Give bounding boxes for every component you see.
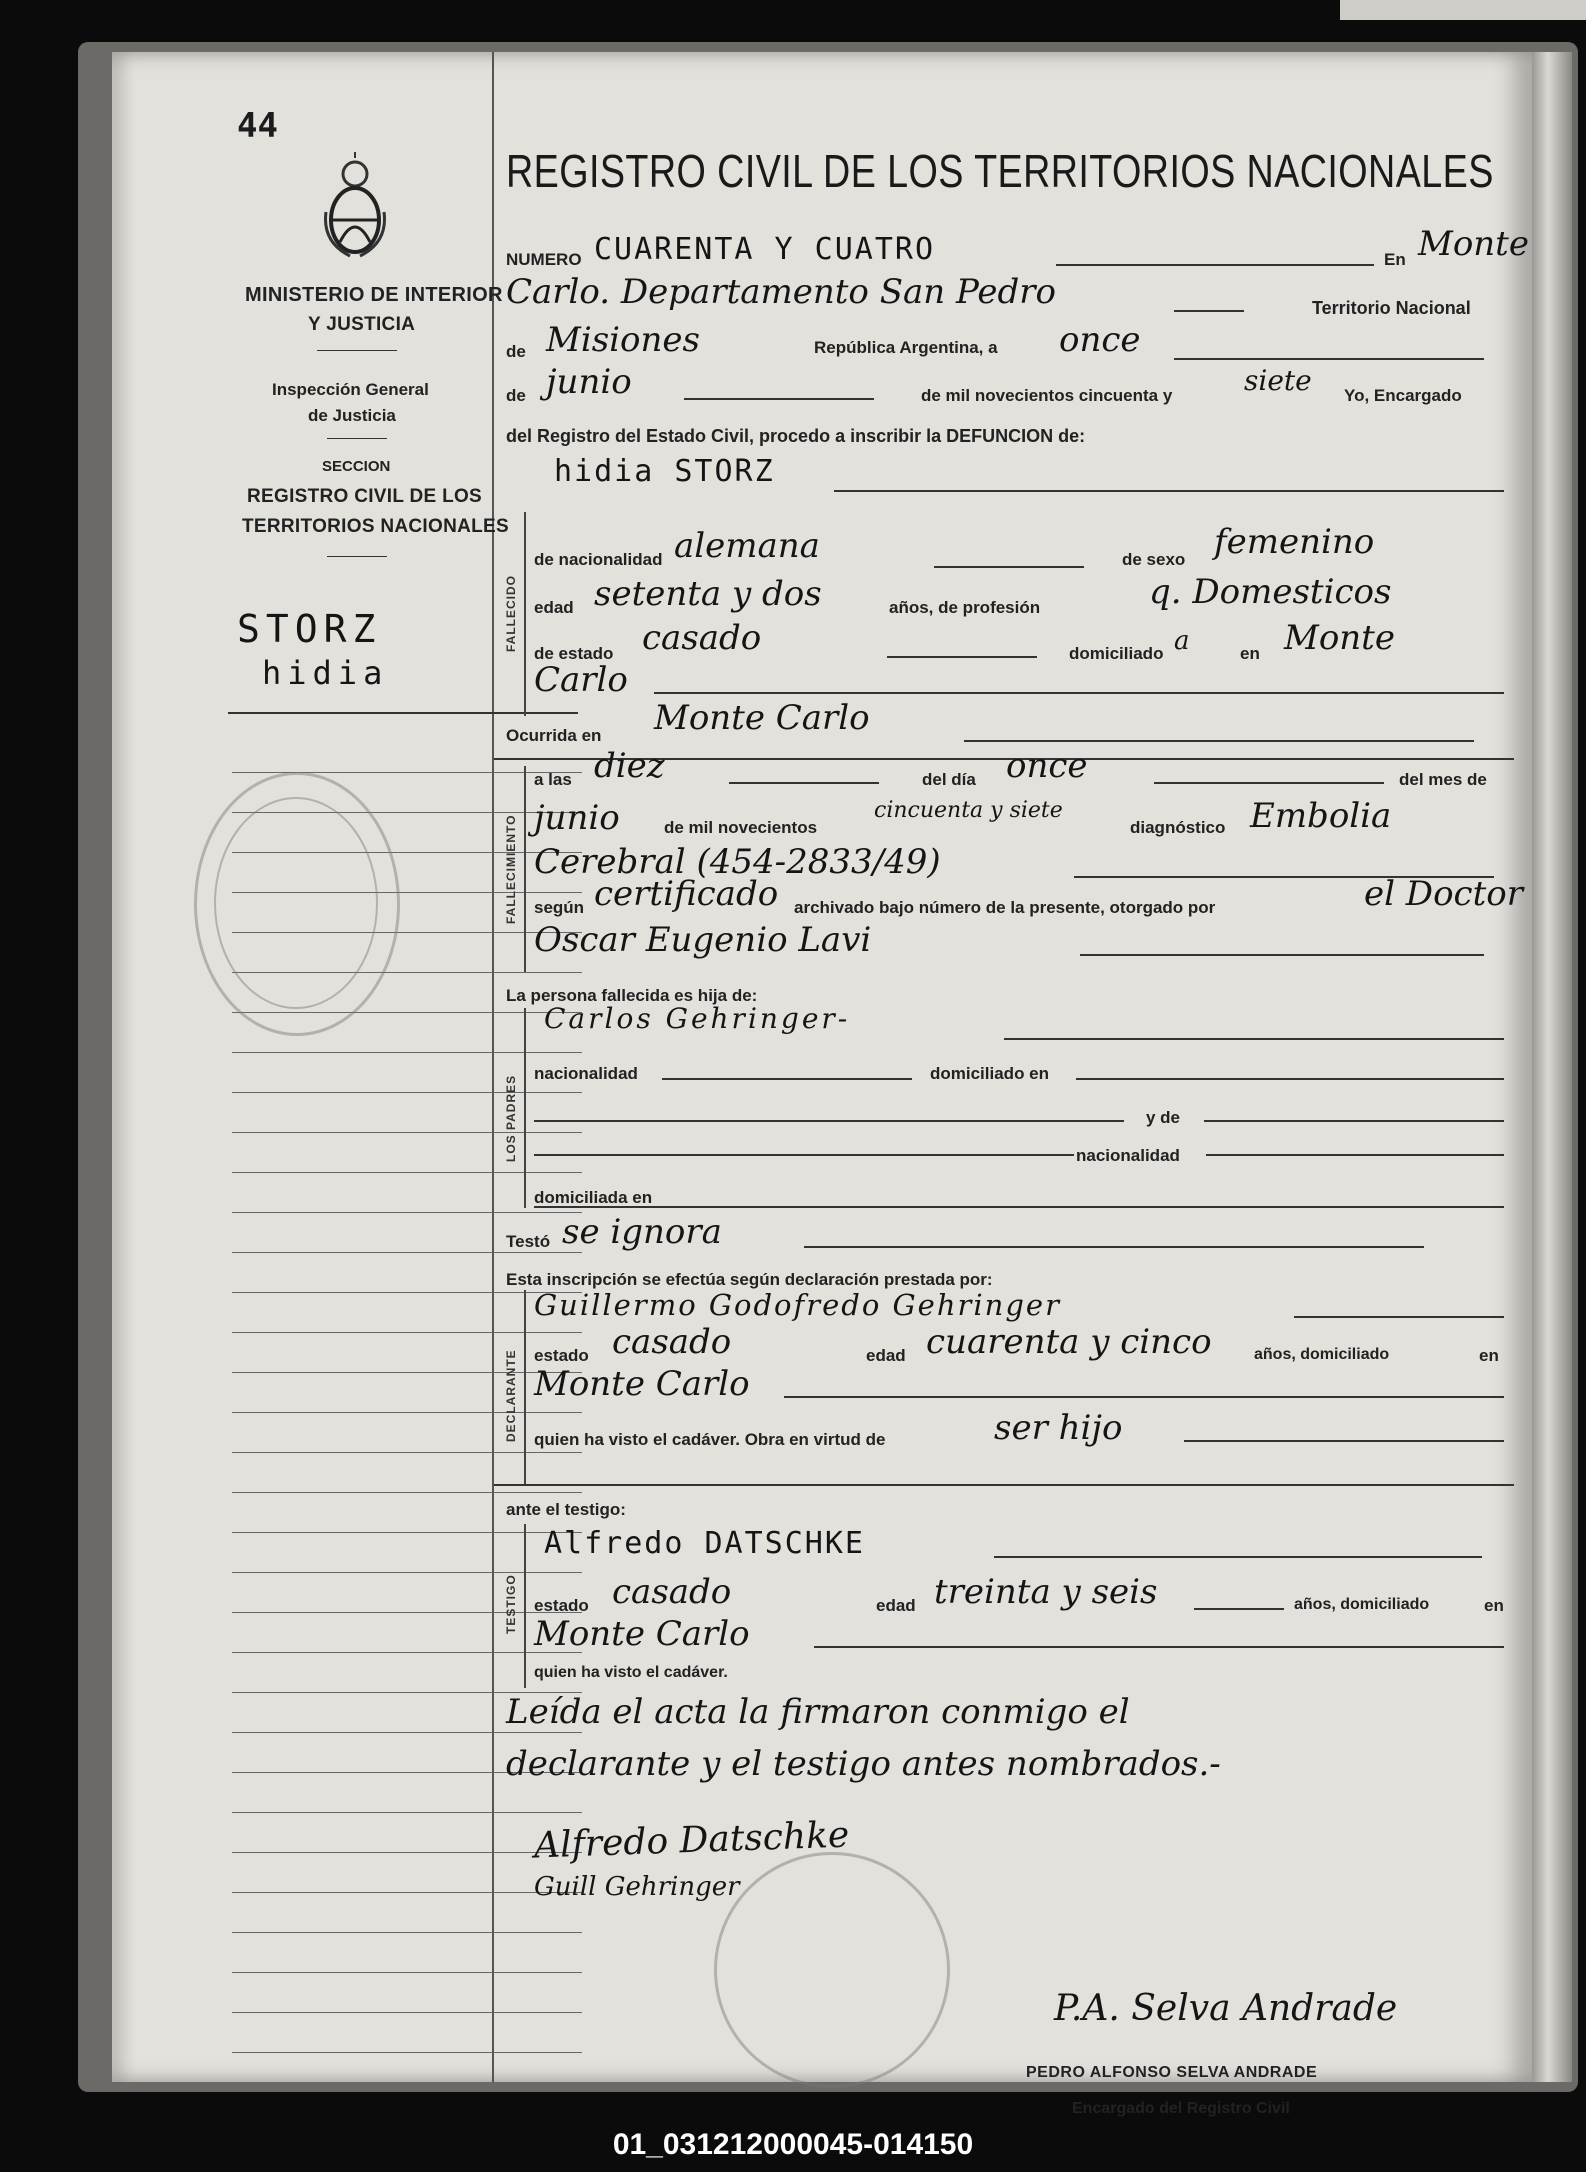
de2-label: de — [506, 386, 526, 405]
testo-label: Testó — [506, 1232, 551, 1251]
edad-label: edad — [534, 598, 574, 617]
yde-label: y de — [1146, 1108, 1181, 1127]
numero-value: CUARENTA Y CUATRO — [594, 232, 936, 267]
declarante-name: Guillermo Godofredo Gehringer — [534, 1288, 1061, 1322]
danios-label: años, domiciliado — [1254, 1346, 1390, 1363]
year-label: de mil novecientos cincuenta y — [921, 386, 1173, 405]
pdomiciliado-label: domiciliado en — [930, 1064, 1050, 1083]
official-name: PEDRO ALFONSO SELVA ANDRADE — [1026, 2064, 1318, 2081]
anio-label: de mil novecientos — [664, 818, 818, 837]
dia-value: once — [1006, 746, 1088, 786]
decl-rule — [1294, 1316, 1504, 1318]
edad-value: setenta y dos — [594, 574, 822, 614]
inscripcion-label: Esta inscripción se efectúa según declaración prestada por: — [506, 1270, 993, 1289]
pnac-rule — [662, 1078, 912, 1080]
fallecido-section-label: FALLECIDO — [504, 575, 518, 652]
dia-rule — [1154, 782, 1384, 784]
dedad-label: edad — [866, 1346, 906, 1365]
republica-label: República Argentina, a — [814, 338, 998, 357]
closing-line2: declarante y el testigo antes nombrados.- — [506, 1744, 1221, 1784]
territorio-value: Misiones — [546, 320, 700, 360]
tedad-rule — [1194, 1608, 1284, 1610]
left-margin-column — [112, 52, 509, 2082]
mnac-rule — [1206, 1154, 1504, 1156]
destado-value: casado — [612, 1322, 732, 1362]
ocurrida-rule — [964, 740, 1474, 742]
section-label: SECCION — [322, 458, 391, 475]
testigo-bracket — [524, 1524, 526, 1688]
dedad-value: cuarenta y cinco — [926, 1322, 1212, 1362]
declarante-bracket — [524, 1290, 526, 1486]
hora-value: diez — [594, 746, 665, 786]
domicilio-rule — [654, 692, 1504, 694]
tcadaver-label: quien ha visto el cadáver. — [534, 1664, 728, 1681]
nac-rule — [934, 566, 1084, 568]
diagnostico-value2: Cerebral (454-2833/49) — [534, 842, 941, 882]
sexo-value: femenino — [1214, 522, 1375, 562]
official-title: Encargado del Registro Civil — [1072, 2100, 1290, 2117]
dcadaver-label: quien ha visto el cadáver. Obra en virtud de — [534, 1430, 886, 1449]
margin-surname: STORZ — [237, 607, 382, 651]
certificado-value: certificado — [594, 874, 779, 914]
numero-rule — [1056, 264, 1374, 266]
ddom-rule — [784, 1396, 1504, 1398]
testado-value: casado — [612, 1572, 732, 1612]
madre-rule3 — [534, 1154, 1074, 1156]
inspection-line1: Inspección General — [272, 380, 429, 399]
ten-label: en — [1484, 1596, 1504, 1615]
location-value: Carlo. Departamento San Pedro — [506, 272, 1056, 312]
year-value: siete — [1244, 364, 1312, 397]
mdom-rule — [534, 1206, 1504, 1208]
testigo-intro: ante el testigo: — [506, 1500, 626, 1519]
page-title: REGISTRO CIVIL DE LOS TERRITORIOS NACIONALES — [506, 145, 1494, 197]
domicilio-value2: Carlo — [534, 660, 628, 700]
registry-stamp-inner — [214, 797, 378, 1009]
deldia-label: del día — [922, 770, 976, 789]
dvirtud-rule — [1184, 1440, 1504, 1442]
segun-label: según — [534, 898, 585, 917]
official-stamp — [714, 1852, 950, 2088]
domiciliado-label: domiciliado — [1069, 644, 1164, 663]
pnacionalidad-label: nacionalidad — [534, 1064, 638, 1083]
territorio-label: Territorio Nacional — [1312, 298, 1471, 318]
encargado-label: Yo, Encargado — [1344, 386, 1462, 405]
margin-name: hidia — [262, 654, 389, 692]
de-label: de — [506, 342, 526, 361]
en-value: Monte — [1418, 224, 1529, 264]
tdomicilio-value: Monte Carlo — [534, 1614, 750, 1654]
month-value: junio — [546, 362, 632, 402]
day-value: once — [1059, 320, 1141, 360]
image-caption: 01_031212000045-014150 — [612, 2128, 974, 2161]
anio-value: cincuenta y siete — [874, 798, 1063, 823]
en-label: En — [1384, 250, 1406, 269]
domicilio-value: Monte — [1284, 618, 1395, 658]
diagnostico-value: Embolia — [1250, 796, 1392, 836]
profesion-label: años, de profesión — [889, 598, 1041, 617]
alas-label: a las — [534, 770, 572, 789]
book-gutter — [1532, 52, 1572, 2082]
fallecimiento-bracket — [524, 766, 526, 972]
nacionalidad-value: alemana — [674, 526, 820, 566]
numero-label: NUMERO — [506, 250, 582, 269]
registry-line1: REGISTRO CIVIL DE LOS — [247, 486, 483, 507]
signature-declarant: Guill Gehringer — [534, 1872, 740, 1902]
padre-rule — [1004, 1038, 1504, 1040]
mdomiciliada-label: domiciliada en — [534, 1188, 653, 1207]
dvirtud-value: ser hijo — [994, 1408, 1123, 1448]
otorgado-value: el Doctor — [1364, 874, 1523, 914]
domiciliado-suffix: a — [1174, 626, 1190, 656]
form-body — [494, 52, 1529, 2117]
delmes-label: del mes de — [1399, 770, 1487, 789]
destado-label: estado — [534, 1346, 589, 1365]
month-rule — [684, 398, 874, 400]
inspection-line2: de Justicia — [308, 406, 396, 425]
profesion-value: q. Domesticos — [1149, 572, 1392, 612]
medico-rule — [1080, 954, 1484, 956]
mes-value: junio — [534, 798, 620, 838]
declarante-section-label: DECLARANTE — [504, 1349, 518, 1442]
den-label: en — [1479, 1346, 1499, 1365]
testigo-section-label: TESTIGO — [504, 1574, 518, 1634]
medico-value: Oscar Eugenio Lavi — [534, 920, 872, 960]
diagnostico-label: diagnóstico — [1130, 818, 1226, 837]
tanios-label: años, domiciliado — [1294, 1596, 1430, 1613]
pdom-rule — [1076, 1078, 1504, 1080]
location-rule — [1174, 310, 1244, 312]
ocurrida-label: Ocurrida en — [506, 726, 602, 745]
testado-label: estado — [534, 1596, 589, 1615]
padres-section-label: LOS PADRES — [504, 1074, 518, 1162]
tedad-value: treinta y seis — [934, 1572, 1158, 1612]
signature-witness: Alfredo Datschke — [533, 1814, 850, 1867]
archivado-label: archivado bajo número de la presente, otorgado por — [794, 898, 1216, 917]
madre-rule — [534, 1120, 1124, 1122]
day-rule — [1174, 358, 1484, 360]
adjacent-page-edge — [1340, 0, 1586, 20]
hora-rule — [729, 782, 879, 784]
ddomicilio-value: Monte Carlo — [534, 1364, 750, 1404]
sexo-label: de sexo — [1122, 550, 1186, 569]
estado-rule — [887, 656, 1037, 658]
testigo-rule — [994, 1556, 1482, 1558]
testo-rule — [804, 1246, 1424, 1248]
tdom-rule — [814, 1646, 1504, 1648]
section-divider2 — [494, 1484, 1514, 1486]
intro-text: del Registro del Estado Civil, procedo a inscribir la DEFUNCION de: — [506, 426, 1086, 446]
closing-line1: Leída el acta la firmaron conmigo el — [506, 1692, 1130, 1732]
divider — [327, 556, 387, 557]
fallecimiento-section-label: FALLECIMIENTO — [504, 814, 518, 924]
deceased-rule — [834, 490, 1504, 492]
testigo-name: Alfredo DATSCHKE — [544, 1526, 865, 1561]
signature-official: P.A. Selva Andrade — [1054, 1988, 1398, 2029]
ministry-line2: Y JUSTICIA — [308, 314, 416, 335]
nacionalidad-label: de nacionalidad — [534, 550, 663, 569]
registry-line2: TERRITORIOS NACIONALES — [242, 516, 509, 537]
divider — [317, 350, 397, 351]
estado-label: de estado — [534, 644, 614, 663]
padre-value: Carlos Gehringer- — [544, 1002, 851, 1035]
coat-of-arms-icon — [320, 152, 390, 262]
ocurrida-value: Monte Carlo — [654, 698, 870, 738]
padres-bracket — [524, 1008, 526, 1208]
en2-label: en — [1240, 644, 1260, 663]
tedad-label: edad — [876, 1596, 916, 1615]
mnacionalidad-label: nacionalidad — [1076, 1146, 1180, 1165]
madre-rule2 — [1204, 1120, 1504, 1122]
deceased-name: hidia STORZ — [554, 454, 775, 489]
testo-value: se ignora — [562, 1212, 722, 1252]
hija-label: La persona fallecida es hija de: — [506, 986, 758, 1005]
fallecido-bracket — [524, 512, 526, 716]
page-number: 44 — [237, 106, 278, 146]
estado-value: casado — [642, 618, 762, 658]
ministry-line1: MINISTERIO DE INTERIOR — [245, 284, 503, 306]
divider — [327, 438, 387, 439]
